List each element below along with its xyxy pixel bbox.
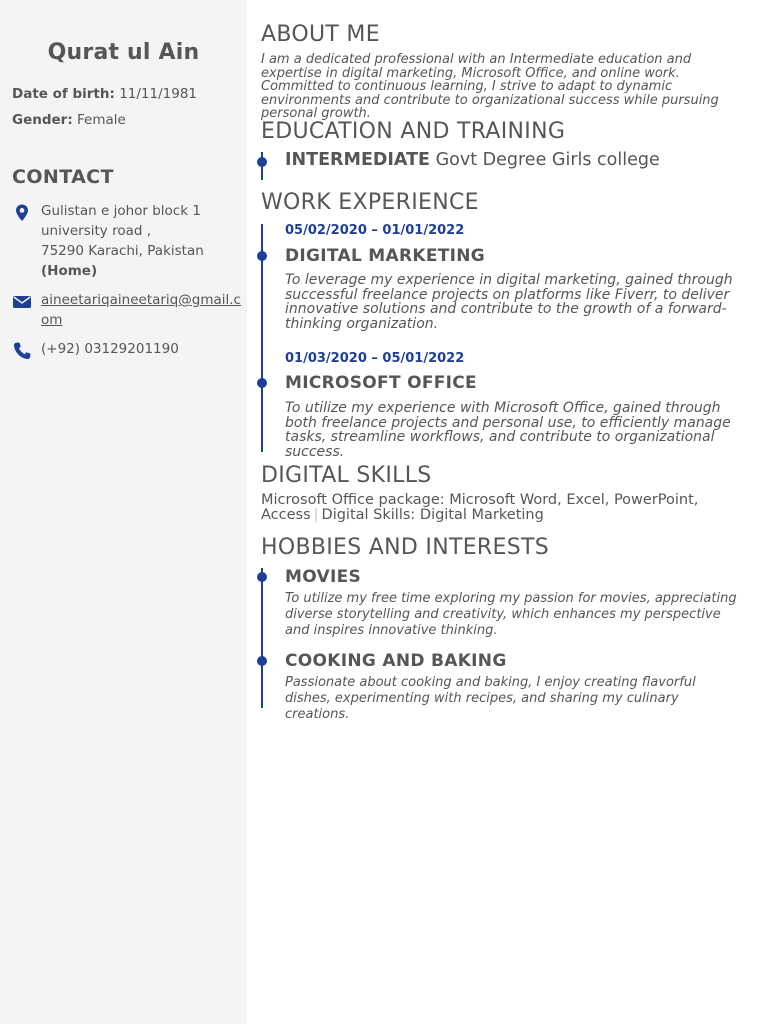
work-entry-title: MICROSOFT OFFICE [285,373,477,393]
education-timeline-dot [257,157,267,167]
hobby-title: MOVIES [285,567,362,587]
address-line-2: university road , [41,223,152,239]
hobbies-timeline [261,568,263,708]
envelope-icon [12,292,32,312]
address-line-3: 75290 Karachi, Pakistan [41,243,204,259]
skills-list [261,493,731,523]
work-entry-description: To leverage my experience in digital marketing, gained through successful freelance projects on platforms like Fiverr, to deliver innovative solutions and contribute to the growth of a forward-thinking organization. [285,272,733,332]
phone-icon [12,341,32,361]
hobby-description: Passionate about cooking and baking, I enjoy creating flavorful dishes, experimenting with recipes, and sharing my culinary creations. [285,675,696,722]
skills-heading: DIGITAL SKILLS [261,463,432,488]
gender-label: Gender: [12,112,73,128]
work-entry-dates: 05/02/2020 – 01/01/2022 [285,223,465,238]
about-text: I am a dedicated professional with an Intermediate education and expertise in digital marketing, Microsoft Office, and online work. Committed to continuous learning, I strive to adapt to dynamic environments and contribute to organizational success while pursuing personal growth. [261,52,719,121]
work-heading: WORK EXPERIENCE [261,190,479,215]
work-timeline-dot [257,378,267,388]
work-timeline-dot [257,251,267,261]
education-entry [285,150,660,170]
skill-separator: | [313,507,319,523]
about-heading: ABOUT ME [261,22,380,47]
location-pin-icon [12,203,32,223]
hobbies-timeline-dot [257,656,267,666]
phone-number[interactable]: (+92) 03129201190 [41,341,179,357]
candidate-name: Qurat ul Ain [47,40,200,65]
dob-value: 11/11/1981 [119,86,197,102]
work-entry-description: To utilize my experience with Microsoft Office, gained through both freelance projects and personal use, to efficiently manage tasks, streamline workflows, and contribute to organizational success. [285,400,731,460]
gender [12,112,126,128]
contact-heading: CONTACT [12,166,114,188]
education-degree: INTERMEDIATE [285,150,431,170]
email-link[interactable]: aineetariqaineetariq@gmail.com [41,292,241,328]
skill-item: Microsoft Office package: Microsoft Word, Excel, PowerPoint, Access [261,492,699,523]
hobbies-heading: HOBBIES AND INTERESTS [261,535,549,560]
sidebar [0,0,247,1024]
work-entry-title: DIGITAL MARKETING [285,246,486,266]
hobby-title: COOKING AND BAKING [285,651,507,671]
hobby-description: To utilize my free time exploring my passion for movies, appreciating diverse storytelling and creativity, which enhances my perspective and inspires innovative thinking. [285,591,737,638]
skill-item: Digital Skills: Digital Marketing [321,507,544,523]
education-institution: Govt Degree Girls college [435,150,660,170]
hobbies-timeline-dot [257,572,267,582]
address-line-1: Gulistan e johor block 1 [41,203,201,219]
date-of-birth [12,86,197,102]
work-entry-dates: 01/03/2020 – 05/01/2022 [285,351,465,366]
dob-label: Date of birth: [12,86,115,102]
education-heading: EDUCATION AND TRAINING [261,119,566,144]
address-type: (Home) [41,263,98,279]
gender-value: Female [77,112,126,128]
